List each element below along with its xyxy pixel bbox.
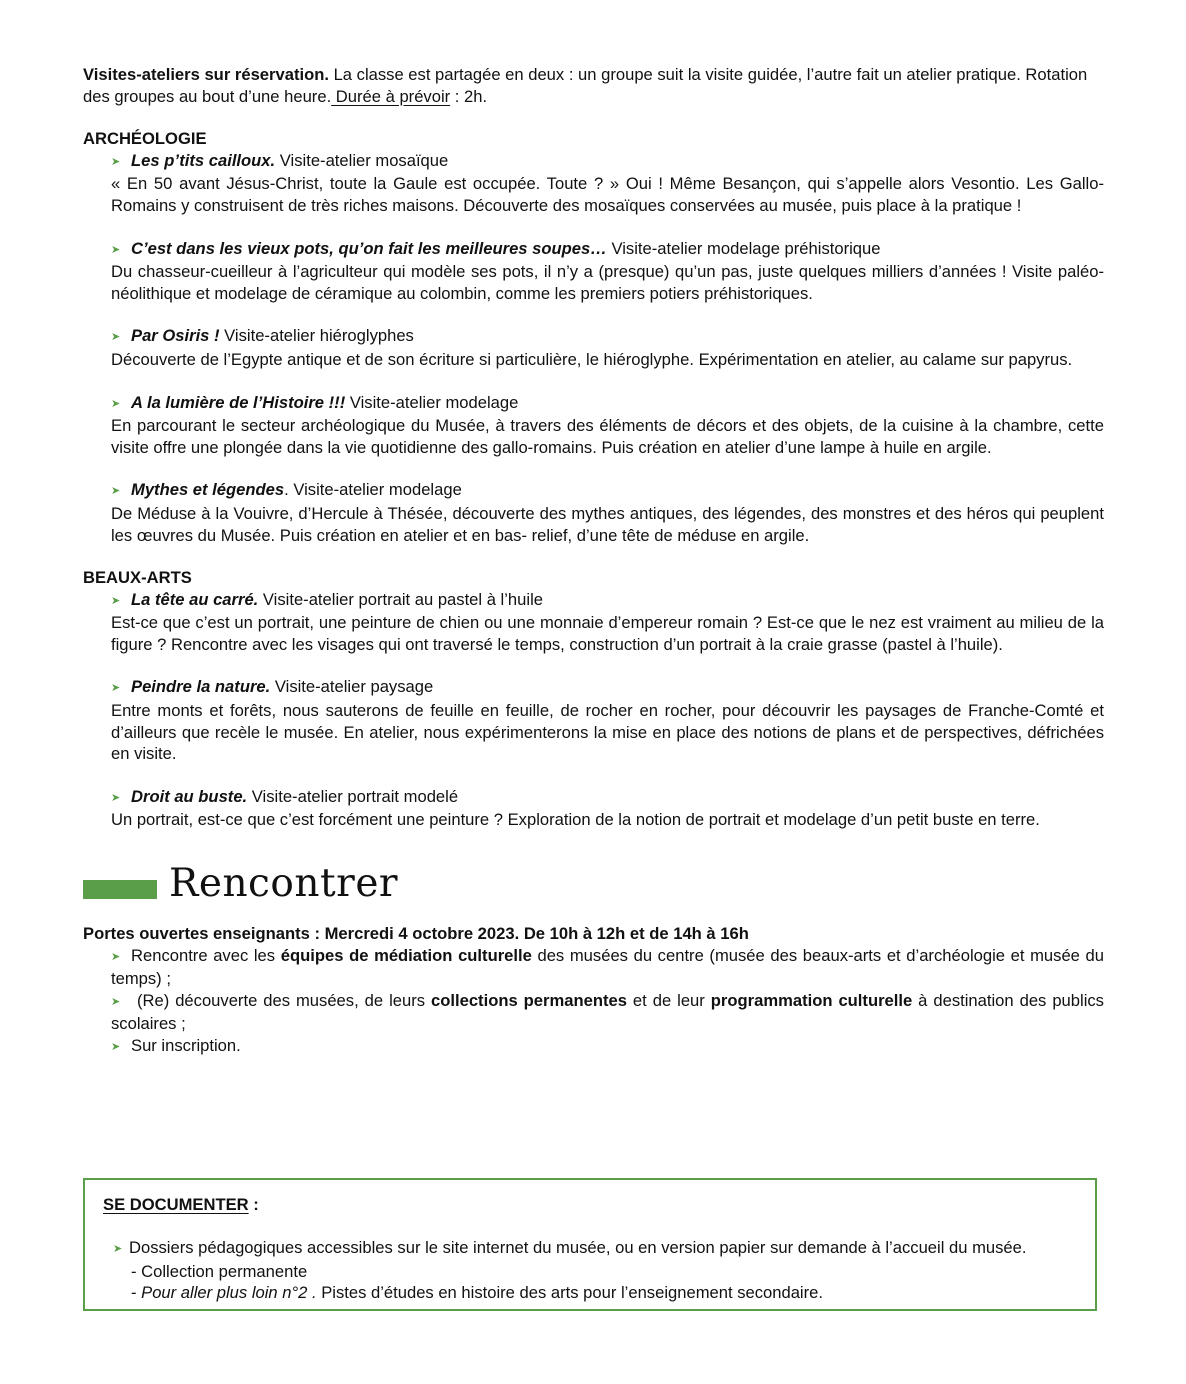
documenter-line: [113, 1282, 1093, 1304]
item-subtitle: . Visite-atelier modelage: [284, 480, 462, 500]
arrow-bullet-icon: ➤: [111, 155, 121, 168]
item-subtitle: Visite-atelier modelage: [345, 392, 519, 412]
item-title: A la lumière de l’Histoire !!!: [131, 392, 346, 412]
item-title: Droit au buste.: [131, 786, 248, 806]
arrow-bullet-icon: ➤: [111, 791, 121, 804]
documenter-title: [103, 1194, 259, 1216]
item-subtitle: Visite-atelier hiéroglyphes: [219, 326, 414, 346]
arrow-bullet-icon: ➤: [113, 1243, 123, 1255]
list-item: [111, 1035, 1104, 1059]
list-item: [111, 945, 1104, 990]
arrow-bullet-icon: ➤: [111, 682, 121, 695]
arrow-bullet-icon: ➤: [111, 243, 121, 256]
item-description: Un portrait, est-ce que c’est forcément une peinture ? Exploration de la notion de portrait et modelage d’un petit buste en terre.: [111, 810, 1040, 830]
list-item: [111, 150, 1104, 217]
bullet-bold: collections permanentes: [431, 990, 627, 1010]
item-description: Entre monts et forêts, nous sauterons de feuille en feuille, de rocher en rocher, pour découvrir les paysages de Franche-Comté et d’ailleurs que recèle le musée. En atelier, nous expérimenterons la mise en place des notions de plans et de perspectives, défrichées en visite.: [111, 701, 1104, 764]
item-subtitle: Visite-atelier portrait au pastel à l’huile: [258, 589, 543, 609]
beauxarts-heading: BEAUX-ARTS: [83, 568, 192, 588]
portes-list: [111, 945, 1104, 1059]
documenter-line: - Collection permanente: [131, 1261, 308, 1281]
documenter-title-suffix: :: [248, 1195, 259, 1214]
list-item: [111, 676, 1104, 764]
bullet-bold: programmation culturelle: [710, 990, 913, 1010]
item-title: Les p’tits cailloux.: [131, 150, 276, 170]
arrow-bullet-icon: ➤: [111, 397, 121, 410]
item-title: Peindre la nature.: [131, 677, 271, 697]
list-item: [111, 238, 1104, 305]
arrow-bullet-icon: ➤: [111, 950, 121, 963]
bullet-text: et de leur: [626, 990, 711, 1010]
list-item: [111, 786, 1104, 831]
list-item: [111, 479, 1104, 546]
item-title: C’est dans les vieux pots, qu’on fait les meilleures soupes…: [131, 238, 607, 258]
duree-value: : 2h.: [450, 86, 488, 106]
list-item: [111, 325, 1104, 370]
item-subtitle: Visite-atelier modelage préhistorique: [606, 238, 881, 258]
item-description: De Méduse à la Vouivre, d’Hercule à Thésée, découverte des mythes antiques, des légendes, des monstres et des héros qui peuplent les œuvres du Musée. Puis création en atelier et en bas- relief, d’une tête de méduse en argile.: [111, 503, 1104, 545]
rencontrer-title: Rencontrer: [169, 861, 399, 906]
item-title: Par Osiris !: [131, 326, 220, 346]
list-item: [111, 589, 1104, 656]
arrow-bullet-icon: ➤: [111, 995, 121, 1008]
item-description: Est-ce que c’est un portrait, une peinture de chien ou une monnaie d’empereur romain ? Est-ce que le nez est vraiment au milieu de la figure ? Rencontre avec les visages qui ont traversé le temps, construction d’un portrait à la craie grasse (pastel à l’huile).: [111, 613, 1104, 654]
documenter-italic: Pour aller plus loin n°2 .: [141, 1283, 317, 1303]
documenter-text: Pistes d’études en histoire des arts pour l’enseignement secondaire.: [316, 1283, 823, 1303]
list-item: [111, 392, 1104, 459]
bullet-text: (Re) découverte des musées, de leurs: [131, 990, 432, 1010]
item-title: Mythes et légendes: [131, 480, 285, 500]
arrow-bullet-icon: ➤: [111, 485, 121, 498]
bullet-text: Rencontre avec les: [131, 945, 281, 965]
accent-bar: [83, 880, 157, 899]
item-description: Du chasseur-cueilleur à l’agriculteur qui modèle ses pots, il n’y a (presque) qu’un pas, juste quelques milliers d’années ! Visite paléo-néolithique et modelage de céramique au colombin, comme les premiers potiers préhistoriques.: [111, 262, 1104, 303]
bullet-text: à destination des publics scolaires ;: [111, 990, 1104, 1034]
item-description: En parcourant le secteur archéologique du Musée, à travers des éléments de décors et des objets, de la cuisine à la chambre, cette visite offre une plongée dans la vie quotidienne des gallo-romains. Puis création en atelier d’une lampe à huile en argile.: [111, 416, 1104, 457]
documenter-dash: -: [131, 1283, 142, 1303]
documenter-line: Dossiers pédagogiques accessibles sur le site internet du musée, ou en version papier sur demande à l’accueil du musée.: [129, 1238, 1027, 1257]
intro-paragraph: [83, 64, 1104, 107]
documenter-box: [83, 1178, 1097, 1311]
documenter-title-text: SE DOCUMENTER: [103, 1195, 249, 1214]
arrow-bullet-icon: ➤: [111, 594, 121, 607]
visits-section: [83, 64, 1104, 831]
bullet-text: Sur inscription.: [131, 1035, 241, 1055]
bullet-bold: équipes de médiation culturelle: [280, 945, 532, 965]
portes-ouvertes-section: [83, 923, 1104, 1059]
intro-text: La classe est partagée en deux : un groupe suit la visite guidée, l’autre fait un atelier pratique. Rotation des groupes au bout d’une heure.: [83, 65, 1088, 106]
item-description: Découverte de l’Egypte antique et de son écriture si particulière, le hiéroglyphe. Expérimentation en atelier, au calame sur papyrus.: [111, 349, 1073, 369]
item-subtitle: Visite-atelier mosaïque: [275, 150, 449, 170]
item-title: La tête au carré.: [131, 589, 259, 609]
portes-title: Portes ouvertes enseignants : Mercredi 4 octobre 2023. De 10h à 12h et de 14h à 16h: [83, 924, 749, 943]
documenter-body: [113, 1237, 1093, 1304]
duree-label: Durée à prévoir: [331, 86, 451, 106]
list-item: [111, 990, 1104, 1035]
arrow-bullet-icon: ➤: [111, 1040, 121, 1053]
item-subtitle: Visite-atelier paysage: [270, 677, 434, 697]
item-description: « En 50 avant Jésus-Christ, toute la Gaule est occupée. Toute ? » Oui ! Même Besançon, qui s’appelle alors Vesontio. Les Gallo-Romains y construisent de très riches maisons. Découverte des mosaïques conservées au musée, puis place à la pratique !: [111, 174, 1104, 215]
item-subtitle: Visite-atelier portrait modelé: [247, 786, 459, 806]
intro-bold: Visites-ateliers sur réservation.: [83, 65, 329, 84]
archeologie-heading: ARCHÉOLOGIE: [83, 129, 207, 149]
list-item: [113, 1237, 1093, 1261]
arrow-bullet-icon: ➤: [111, 331, 121, 344]
bullet-text: des musées du centre (musée des beaux-arts et d’archéologie et musée du temps) ;: [111, 945, 1104, 989]
